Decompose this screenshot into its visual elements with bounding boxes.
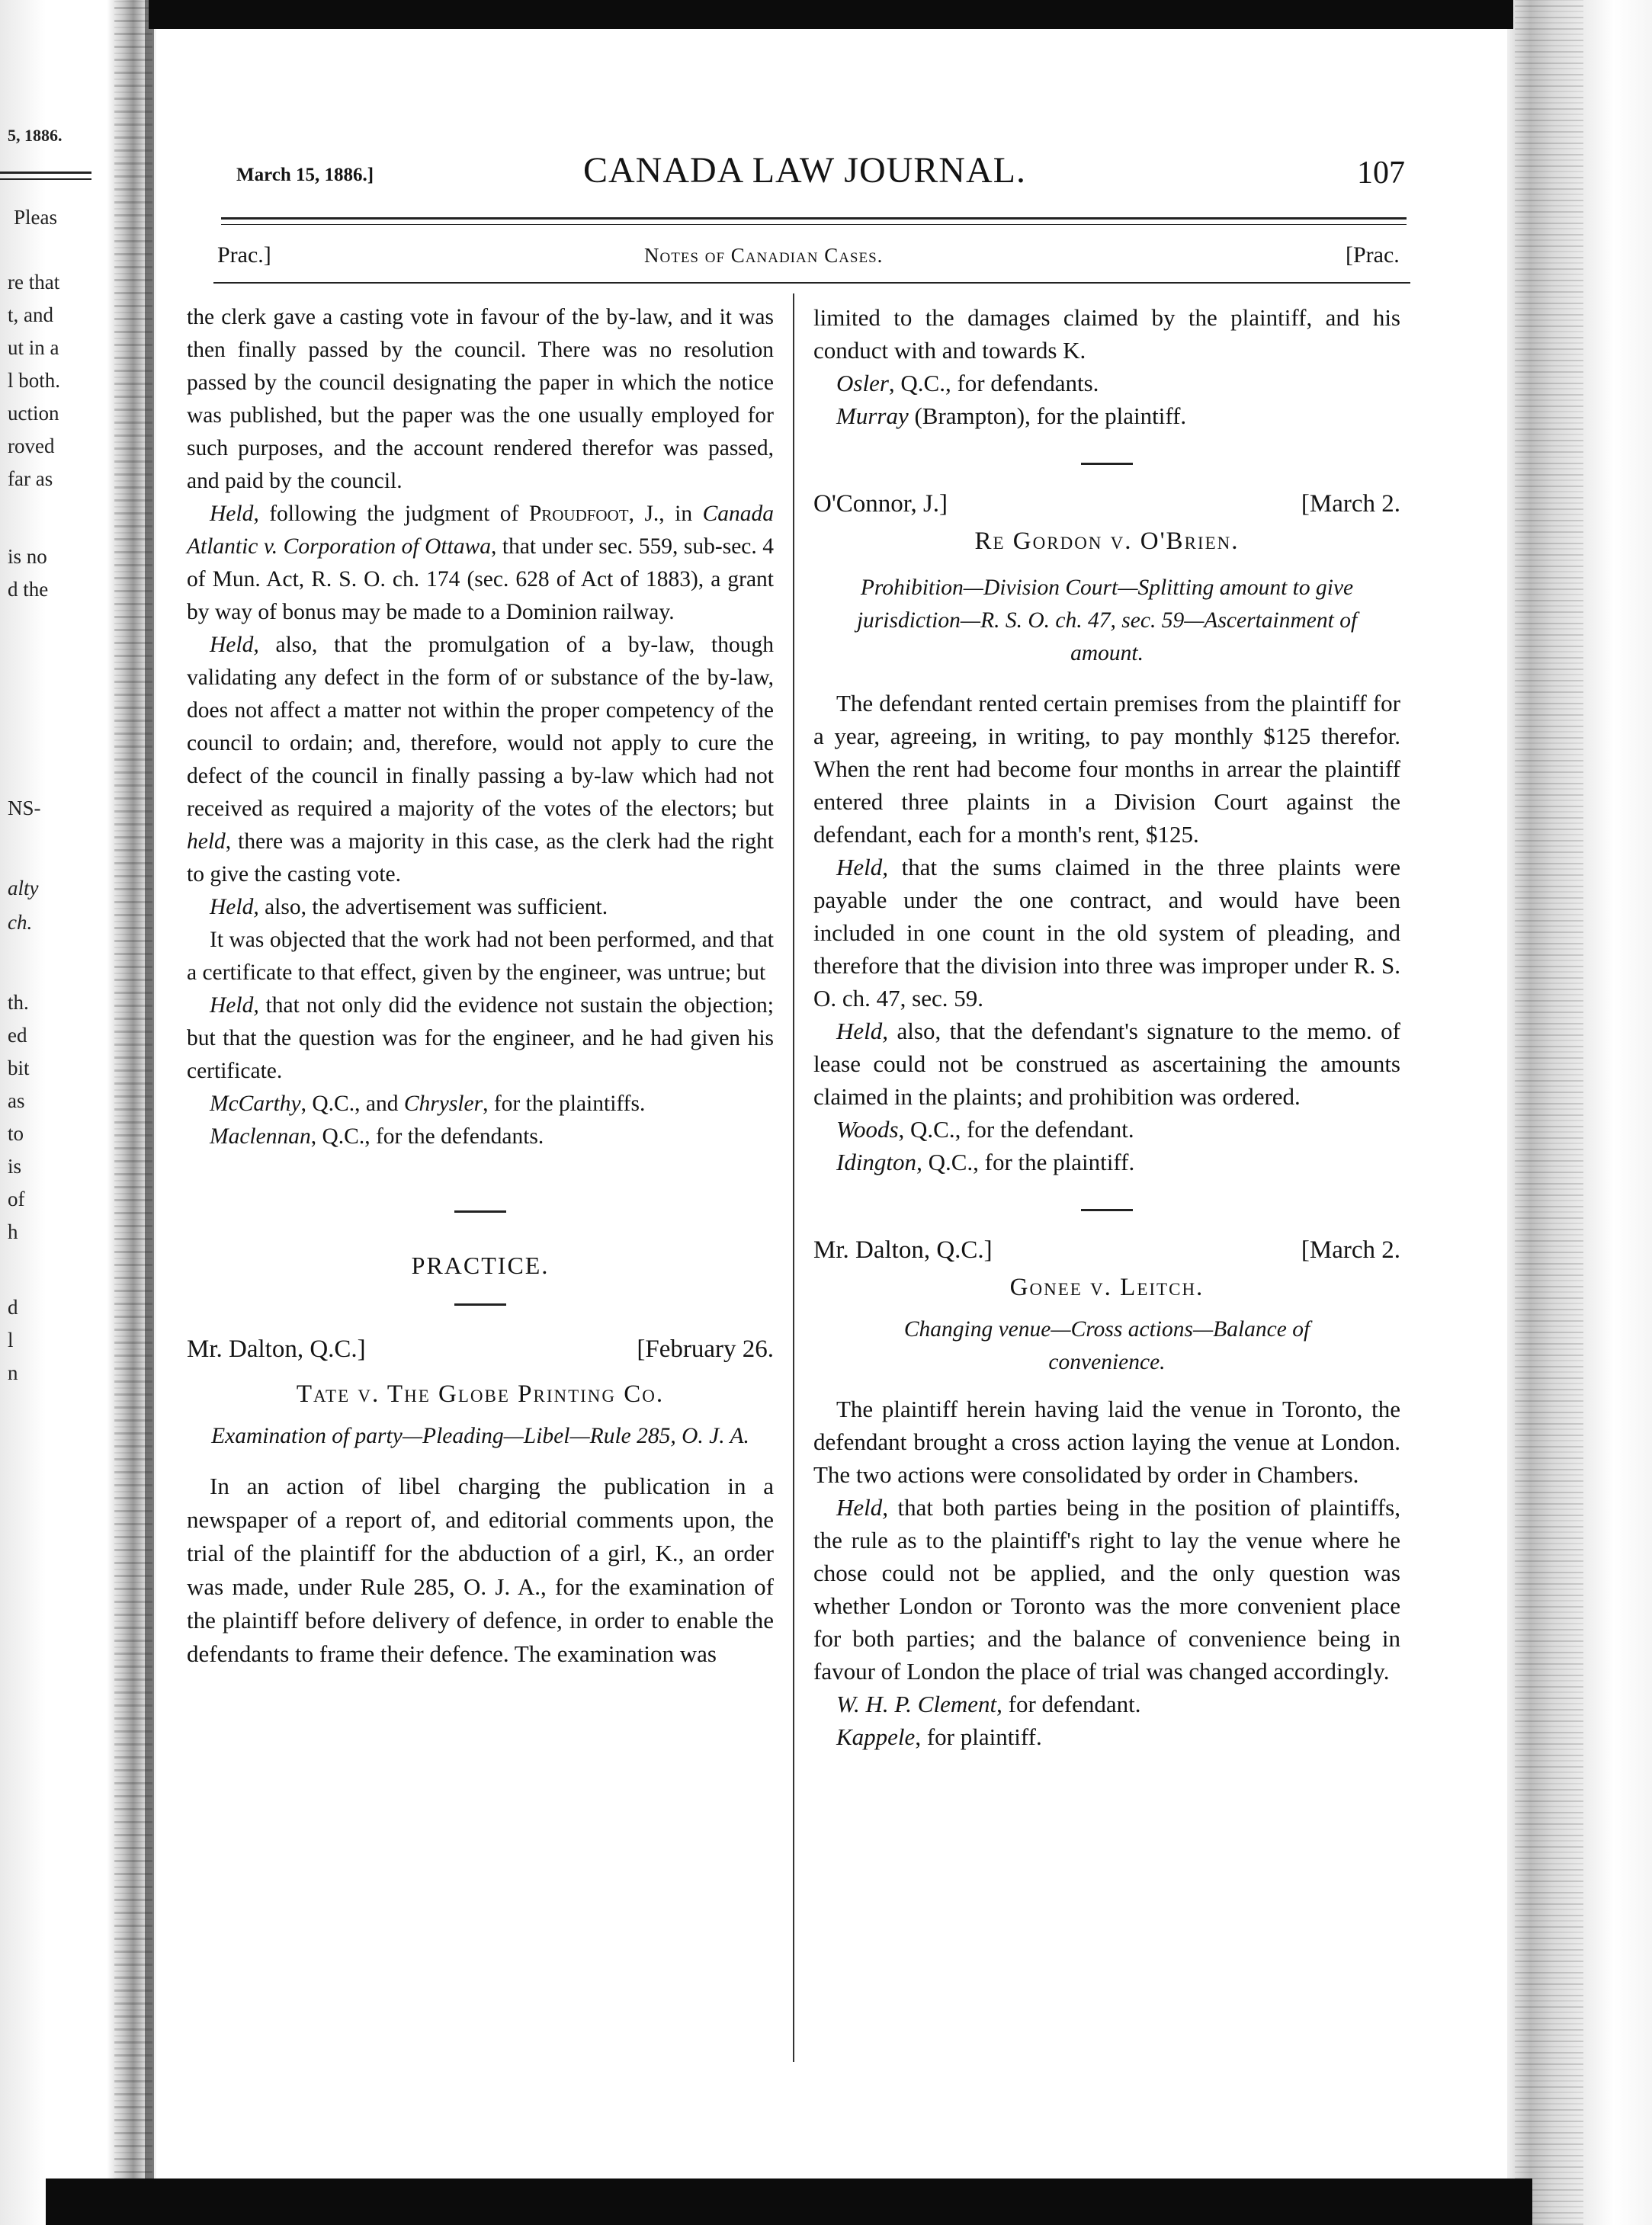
held-paragraph (813, 1015, 1400, 1113)
counsel-line (813, 1720, 1400, 1753)
prev-page-line: l both. (8, 369, 61, 392)
held-paragraph (813, 1491, 1400, 1688)
counsel-name: Osler (836, 370, 889, 396)
prev-page-line: 5, 1886. (8, 126, 63, 145)
held-paragraph (187, 989, 774, 1088)
counsel-text: , Q.C., for the defendants. (310, 1124, 544, 1149)
counsel-text: , for defendant. (996, 1691, 1141, 1717)
held-label: Held, (210, 993, 259, 1018)
held-text: following the judgment of (258, 502, 529, 526)
section-heading: Notes of Canadian Cases. (644, 244, 884, 267)
held-label: Held, (210, 895, 259, 919)
case-body: The plaintiff herein having laid the venue in Toronto, the defendant brought a cross action laying the venue at London. The two actions were consolidated by order in Chambers. (813, 1396, 1400, 1488)
prev-page-line: t, and (8, 303, 53, 326)
counsel-line (187, 1121, 774, 1153)
held-text: that both parties being in the position of plaintiffs, the rule as to the plaintiff's right to lay the venue where he chose could not be applied, and the only question was whether London or Toronto was the more convenient place for both parties; and the balance of convenience being in favour of London the place of trial was changed accordingly. (813, 1494, 1400, 1685)
case-title: Re Gordon v. O'Brien. (974, 527, 1240, 555)
counsel-text: , Q.C., for defendants. (888, 370, 1099, 396)
prev-page-line: re that (8, 271, 60, 293)
judge-date-line (813, 488, 1400, 521)
header-rule-thin (221, 224, 1407, 225)
held-text: also, that the promulgation of a by-law, though validating any defect in the form of or substance of the by-law, does not affect a matter not within the proper competency of the council to ordain; and, therefore, would not apply to cure the defect of the council in finally passing a by-law which had not received as required a majority of the votes of the electors; but (187, 633, 774, 821)
decision-date: [February 26. (637, 1335, 774, 1363)
counsel-text: , for the plaintiffs. (483, 1092, 646, 1116)
prev-page-line: far as (8, 467, 53, 490)
held-text: that not only did the evidence not sustain the objection; but that the question was for the engineer, and he had given his certificate. (187, 993, 774, 1083)
left-column (187, 301, 774, 1671)
case-title: Tate v. The Globe Printing Co. (296, 1380, 665, 1408)
held-label: Held, (836, 1018, 889, 1044)
held-text: , there was a majority in this case, as the clerk had the right to give the casting vote. (187, 829, 774, 886)
section-label-left: Prac.] (217, 242, 271, 268)
held-text: , J., in (628, 502, 703, 526)
scan-bottom-border (46, 2179, 1532, 2225)
case-citation: Canada Atlantic v. Corporation of Ottawa (187, 502, 774, 559)
judge-name: Proudfoot (528, 502, 629, 526)
prev-page-rule (0, 178, 91, 180)
counsel-name: Maclennan (210, 1124, 311, 1149)
prev-page-line: roved (8, 434, 55, 457)
prev-page-line: n (8, 1361, 18, 1384)
case-headnote: Prohibition—Division Court—Splitting amount to give jurisdiction—R. S. O. ch. 47, sec. 59—Ascertainment of amount. (856, 575, 1358, 665)
held-label: Held, (210, 502, 259, 526)
held-text: also, the advertisement was sufficient. (258, 895, 608, 919)
counsel-line (813, 1688, 1400, 1720)
counsel-line (813, 1113, 1400, 1146)
counsel-name: Idington (836, 1149, 917, 1175)
counsel-name: Kappele (836, 1723, 916, 1750)
practice-heading: PRACTICE. (411, 1252, 550, 1279)
prev-page-line: bit (8, 1056, 30, 1079)
section-label-right: [Prac. (1346, 242, 1400, 268)
previous-page-fragment (0, 0, 114, 2225)
page-number: 107 (1357, 155, 1405, 191)
scan-edge-right (1507, 0, 1652, 2225)
prev-page-line: th. (8, 991, 29, 1014)
header-date: March 15, 1886.] (236, 165, 374, 185)
header-rule (221, 217, 1407, 220)
case-continuation-paragraph: limited to the damages claimed by the plaintiff, and his conduct with and towards K. (813, 304, 1400, 364)
held-paragraph (187, 891, 774, 924)
prev-page-line: h (8, 1220, 18, 1243)
case-body: In an action of libel charging the publication in a newspaper of a report of, and editorial comments upon, the trial of the plaintiff for the abduction of a girl, K., an order was made, under Rule 285, O. J. A., for the examination of the plaintiff before delivery of defence, in order to enable the defendants to frame their defence. The examination was (187, 1473, 774, 1667)
decision-date: [March 2. (1301, 490, 1400, 518)
prev-page-line: d the (8, 578, 49, 601)
judge-name: Mr. Dalton, Q.C.] (813, 1236, 993, 1264)
prev-page-line: ch. (8, 911, 33, 934)
held-text: , that under sec. 559, sub-sec. 4 of Mun. Act, R. S. O. ch. 174 (sec. 628 of Act of 1883), a grant by way of bonus may be made to a Dominion railway. (187, 534, 774, 624)
counsel-name: Woods (836, 1116, 899, 1143)
prev-page-line: d (8, 1296, 18, 1319)
judge-name: O'Connor, J.] (813, 490, 948, 518)
prev-page-line: as (8, 1089, 25, 1112)
judge-name: Mr. Dalton, Q.C.] (187, 1335, 366, 1363)
prev-page-line: of (8, 1188, 25, 1210)
counsel-line (813, 399, 1400, 432)
counsel-text: , Q.C., for the defendant. (898, 1116, 1134, 1143)
case-headnote: Changing venue—Cross actions—Balance of convenience. (903, 1317, 1310, 1374)
counsel-line (813, 1146, 1400, 1178)
column-divider (793, 293, 794, 2062)
journal-title: CANADA LAW JOURNAL. (583, 150, 1026, 191)
prev-page-line: ed (8, 1024, 27, 1047)
prev-page-rule (0, 172, 91, 174)
counsel-line (813, 367, 1400, 399)
prev-page-line: to (8, 1122, 24, 1145)
prev-page-line: uction (8, 402, 59, 425)
prev-page-line: NS- (8, 797, 41, 819)
held-label: Held, (836, 854, 889, 880)
right-column (813, 301, 1400, 1753)
held-paragraph (187, 498, 774, 629)
prev-page-line: alty (8, 877, 39, 899)
counsel-name: McCarthy (210, 1092, 301, 1116)
held-text: that the sums claimed in the three plaints were payable under the one contract, and would have been included in one count in the old system of pleading, and therefore that the division into three was improper under R. S. O. ch. 47, sec. 59. (813, 854, 1400, 1012)
counsel-text: (Brampton), for the plaintiff. (908, 402, 1187, 429)
counsel-text: , Q.C., and (300, 1092, 404, 1116)
held-text: also, that the defendant's signature to the memo. of lease could not be construed as ascertaining the amounts claimed in the plaints; and prohibition was ordered. (813, 1018, 1400, 1110)
counsel-name: Chrysler (403, 1092, 483, 1116)
prev-page-line: l (8, 1329, 14, 1351)
counsel-text: , Q.C., for the plaintiff. (916, 1149, 1135, 1175)
held-paragraph (813, 851, 1400, 1015)
decision-date: [March 2. (1301, 1236, 1400, 1264)
counsel-line (187, 1088, 774, 1121)
judge-date-line (187, 1333, 774, 1366)
page-fold-shadow (145, 0, 154, 2225)
judge-date-line (813, 1234, 1400, 1267)
held-label: held (187, 829, 226, 854)
held-paragraph (187, 629, 774, 891)
counsel-name: Murray (836, 402, 909, 429)
held-label: Held, (210, 633, 259, 657)
prev-page-line: is (8, 1155, 22, 1178)
prev-page-line: is no (8, 545, 47, 568)
case-body: The defendant rented certain premises from the plaintiff for a year, agreeing, in writing, to pay monthly $125 therefor. When the rent had become four months in arrear the plaintiff entered three plaints in a Division Court against the defendant, each for a month's rent, $125. (813, 690, 1400, 848)
held-label: Held, (836, 1494, 889, 1521)
scan-top-border (149, 0, 1513, 29)
objection-paragraph: It was objected that the work had not been performed, and that a certificate to that effect, given by the engineer, was untrue; but (187, 928, 774, 985)
case-headnote: Examination of party—Pleading—Libel—Rule 285, O. J. A. (211, 1424, 749, 1448)
counsel-name: W. H. P. Clement (836, 1691, 997, 1717)
case-continuation-paragraph: the clerk gave a casting vote in favour of the by-law, and it was then finally passed by the council. There was no resolution passed by the council designating the paper in which the notice was published, but the paper was the one usually employed for such purposes, and the account rendered therefor was passed, and paid by the council. (187, 305, 774, 493)
prev-page-line: Pleas (14, 206, 57, 229)
case-title: Gonee v. Leitch. (1009, 1274, 1205, 1301)
subheader-rule (213, 282, 1410, 284)
prev-page-line: ut in a (8, 336, 59, 359)
counsel-text: , for plaintiff. (915, 1723, 1042, 1750)
